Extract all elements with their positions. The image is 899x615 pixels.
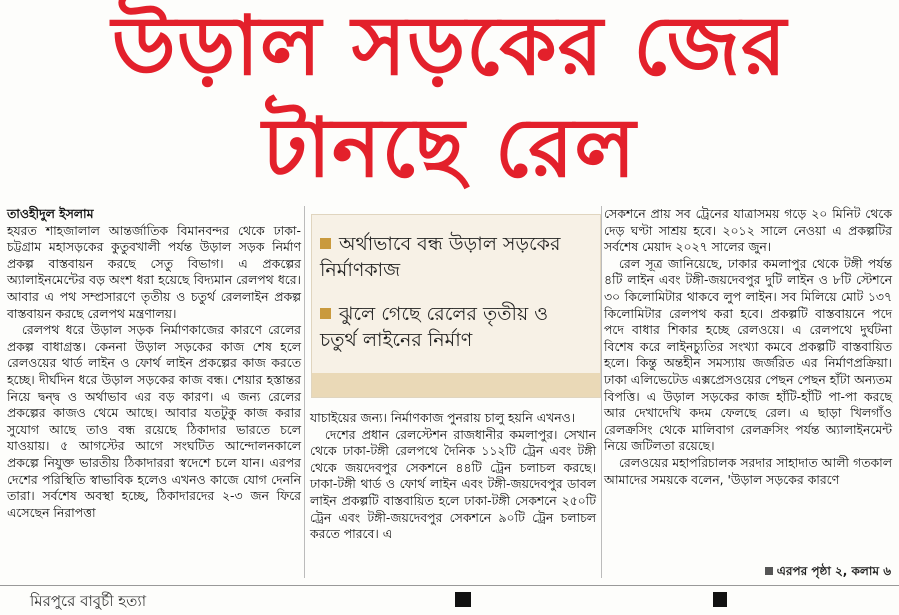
headline-line-2: টানছে রেল <box>262 101 637 196</box>
arrow-square-icon <box>765 567 773 575</box>
pull-quote-text: অর্থাভাবে বন্ধ উড়াল সড়কের নির্মাণকাজ <box>320 233 561 281</box>
pull-quote-box <box>311 214 601 398</box>
paragraph: রেলপথ ধরে উড়াল সড়ক নির্মাণকাজের কারণে রেলের প্রকল্প বাধাগ্রস্ত। কেননা উড়াল সড়কের কাজ শেষ হলে রেলওয়ের থার্ড লাইন ও ফোর্থ লাইন প্রকল্পের কাজ করতে হচ্ছে। দীর্ঘদিন ধরে উড়াল সড়কের কাজ বন্ধ। শেয়ার হস্তান্তর নিয়ে দ্বন্দ্ব ও অর্থাভাব এর বড় কারণ। এ জন্য রেলের প্রকল্পের কাজও থেমে আছে। আবার যতটুকু কাজ করার সুযোগ আছে তাও বন্ধ রয়েছে ঠিকাদার ভারতে চলে যাওয়ায়। ৫ আগস্টের আগে সংঘটিত আন্দোলনকালে প্রকল্পে নিযুক্ত ভারতীয় ঠিকাদাররা স্বদেশে চলে যান। এরপর দেশের পরিস্থিতি স্বাভাবিক হলেও এখনও কাজে যোগ দেননি তারা। সর্বশেষ অবস্থা হচ্ছে, ঠিকাদারদের ২-৩ জন ফিরে এসেছেন নিরাপত্তা <box>7 322 301 520</box>
article-column-2 <box>310 410 596 543</box>
bullet-square-icon <box>320 238 331 249</box>
paragraph: রেল সূত্র জানিয়েছে, ঢাকার কমলাপুর থেকে টঙ্গী পর্যন্ত ৪টি লাইন এবং টঙ্গী-জয়দেবপুর দুটি লাইন ও ৮টি স্টেশনে ৩০ কিলোমিটার থাকবে লুপ লাইন। সব মিলিয়ে মোট ১৩৭ কিলোমিটার রেলপথ করা হবে। প্রকল্পটি বাস্তবায়নে পদে পদে বাধার শিকার হচ্ছে রেলওয়ে। এ রেলপথে দুর্ঘটনা বিশেষ করে লাইনচ্যুতির সংখ্যা কমবে প্রকল্পটি বাস্তবায়িত হলে। কিন্তু অন্তহীন সমস্যায় জর্জরিত এর নির্মাণপ্রক্রিয়া। ঢাকা এলিভেটেড এক্সপ্রেসওয়ের পেছন পেছন হাঁটা অন্যতম বিপত্তি। এ উড়াল সড়কের কাজ হাঁটি-হাঁটি পা-পা করছে আর দেখাদেখি কদম ফেলছে রেল। এ ছাড়া খিলগাঁও রেলক্রসিং থেকে মালিবাগ রেলক্রসিং পর্যন্ত অ্যালাইনমেন্ট নিয়ে জটিলতা রয়েছে। <box>604 255 892 454</box>
bullet-square-icon <box>320 308 331 319</box>
headline-stroke <box>455 592 471 607</box>
next-headline-fragment <box>0 586 899 607</box>
pull-quote <box>320 301 590 353</box>
headline-line-1: উড়াল সড়কের জের <box>111 0 788 94</box>
pull-quote-text: ঝুলে গেছে রেলের তৃতীয় ও চতুর্থ লাইনের নির্মাণ <box>320 303 549 351</box>
column-divider <box>601 206 602 578</box>
article-column-1 <box>7 206 301 521</box>
continuation-note[interactable] <box>765 563 891 583</box>
pull-quote-band <box>312 373 600 397</box>
paragraph: দেশের প্রধান রেলস্টেশন রাজধানীর কমলাপুর। সেখান থেকে ঢাকা-টঙ্গী রেলপথে দৈনিক ১১২টি ট্রেন এবং টঙ্গী থেকে জয়দেবপুর সেকশনে ৪৪টি ট্রেন চলাচল করছে। ঢাকা-টঙ্গী থার্ড ও ফোর্থ লাইন এবং টঙ্গী-জয়দেবপুর ডাবল লাইন প্রকল্পটি বাস্তবায়িত হলে ঢাকা-টঙ্গী সেকশনে ২৫০টি ট্রেন এবং টঙ্গী-জয়দেবপুর সেকশনে ৯০টি ট্রেন চলাচল করতে পারবে। এ <box>310 426 596 542</box>
paragraph: রেলওয়ের মহাপরিচালক সরদার সাহাদাত আলী গতকাল আমাদের সময়কে বলেন, 'উড়াল সড়কের কারণে <box>604 454 892 487</box>
byline: তাওহীদুল ইসলাম <box>7 206 94 221</box>
paragraph: সেকশনে প্রায় সব ট্রেনের যাত্রাসময় গড়ে ২০ মিনিট থেকে দেড় ঘণ্টা সাশ্রয় হবে। ২০১২ সালে নেওয়া এ প্রকল্পটির সর্বশেষ মেয়াদ ২০২৭ সালের জুন। <box>604 206 892 255</box>
column-divider <box>304 206 305 578</box>
next-article-teaser: মিরপুরে বাবুর্চী হত্যা <box>30 592 147 610</box>
article-column-3 <box>604 206 892 488</box>
paragraph: হযরত শাহজালাল আন্তর্জাতিক বিমানবন্দর থেকে ঢাকা-চট্টগ্রাম মহাসড়কের কুতুবখালী পর্যন্ত উড়াল সড়ক নির্মাণ প্রকল্প বাস্তবায়ন করছে সেতু বিভাগ। এ প্রকল্পের অ্যালাইনমেন্টের বড় অংশ ধরা হয়েছে বিদ্যমান রেলপথ ধরে। আবার এ পথ সম্প্রসারণে তৃতীয় ও চতুর্থ রেললাইন প্রকল্প বাস্তবায়ন করছে রেলপথ মন্ত্রণালয়। <box>7 222 301 321</box>
pull-quote <box>320 231 590 283</box>
headline-stroke <box>713 592 727 607</box>
continuation-text: এরপর পৃষ্ঠা ২, কলাম ৬ <box>776 564 891 578</box>
paragraph: যাচাইয়ের জন্য। নির্মাণকাজ পুনরায় চালু হয়নি এখনও। <box>310 410 576 425</box>
